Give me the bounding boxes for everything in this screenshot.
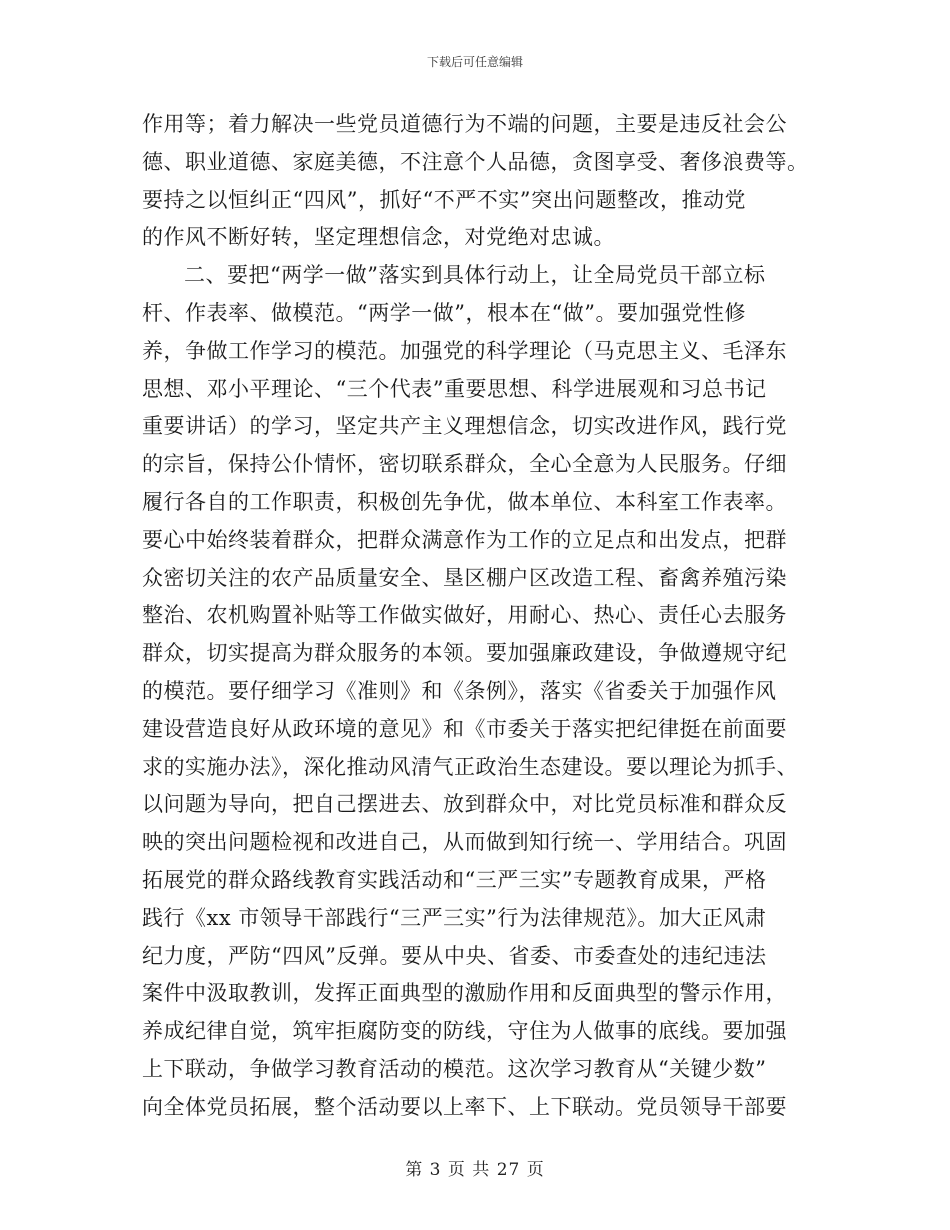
- body-line: 的模范。要仔细学习《准则》和《条例》，落实《省委关于加强作风: [142, 678, 777, 703]
- body-line: 践行《xx 市领导干部践行“三严三实”行为法律规范》。加大正风肃: [142, 905, 767, 930]
- body-line: 德、职业道德、家庭美德，不注意个人品德，贪图享受、奢侈浪费等。: [142, 149, 809, 174]
- body-line: 群众，切实提高为群众服务的本领。要加强廉政建设，争做遵规守纪: [142, 641, 787, 666]
- body-line: 建设营造良好从政环境的意见》和《市委关于落实把纪律挺在前面要: [142, 716, 787, 741]
- body-line: 要持之以恒纠正“四风”，抓好“不严不实”突出问题整改，推动党: [142, 187, 746, 212]
- body-line: 杆、作表率、做模范。“两学一做”，根本在“做”。要加强党性修: [142, 300, 746, 325]
- body-line: 要心中始终装着群众，把群众满意作为工作的立足点和出发点，把群: [142, 527, 787, 552]
- body-line: 上下联动，争做学习教育活动的模范。这次学习教育从“关键少数”: [142, 1056, 767, 1081]
- page-header-note: 下载后可任意编辑: [426, 55, 523, 69]
- body-line: 的作风不断好转，坚定理想信念，对党绝对忠诚。: [142, 225, 615, 250]
- body-line: 作用等；着力解决一些党员道德行为不端的问题，主要是违反社会公: [142, 112, 787, 136]
- body-line: 向全体党员拓展，整个活动要以上率下、上下联动。党员领导干部要: [142, 1094, 787, 1119]
- body-line: 以问题为导向，把自己摆进去、放到群众中，对比党员标准和群众反: [142, 792, 787, 817]
- document-body: [142, 106, 814, 1127]
- body-line: 映的突出问题检视和改进自己，从而做到知行统一、学用结合。巩固: [142, 830, 787, 855]
- body-line: 整治、农机购置补贴等工作做实做好，用耐心、热心、责任心去服务: [142, 603, 787, 628]
- body-line: 思想、邓小平理论、“三个代表”重要思想、科学进展观和习总书记: [142, 376, 767, 401]
- body-line: 拓展党的群众路线教育实践活动和“三严三实”专题教育成果，严格: [142, 867, 767, 892]
- paragraph-start-line: 二、要把“两学一做”落实到具体行动上，让全局党员干部立标: [184, 263, 766, 288]
- body-line: 求的实施办法》，深化推动风清气正政治生态建设。要以理论为抓手、: [142, 754, 798, 779]
- body-line: 纪力度，严防“四风”反弹。要从中央、省委、市委查处的违纪违法: [142, 943, 767, 968]
- body-line: 案件中汲取教训，发挥正面典型的激励作用和反面典型的警示作用，: [142, 981, 787, 1006]
- body-line: 养，争做工作学习的模范。加强党的科学理论（马克思主义、毛泽东: [142, 338, 787, 363]
- body-line: 的宗旨，保持公仆情怀，密切联系群众，全心全意为人民服务。仔细: [142, 452, 787, 477]
- body-line: 重要讲话）的学习，坚定共产主义理想信念，切实改进作风，践行党: [142, 414, 787, 439]
- page-number: 第 3 页 共 27 页: [405, 1160, 545, 1180]
- body-line: 众密切关注的农产品质量安全、垦区棚户区改造工程、畜禽养殖污染: [142, 565, 787, 590]
- body-line: 履行各自的工作职责，积极创先争优，做本单位、本科室工作表率。: [142, 489, 787, 514]
- body-line: 养成纪律自觉，筑牢拒腐防变的防线，守住为人做事的底线。要加强: [142, 1019, 787, 1044]
